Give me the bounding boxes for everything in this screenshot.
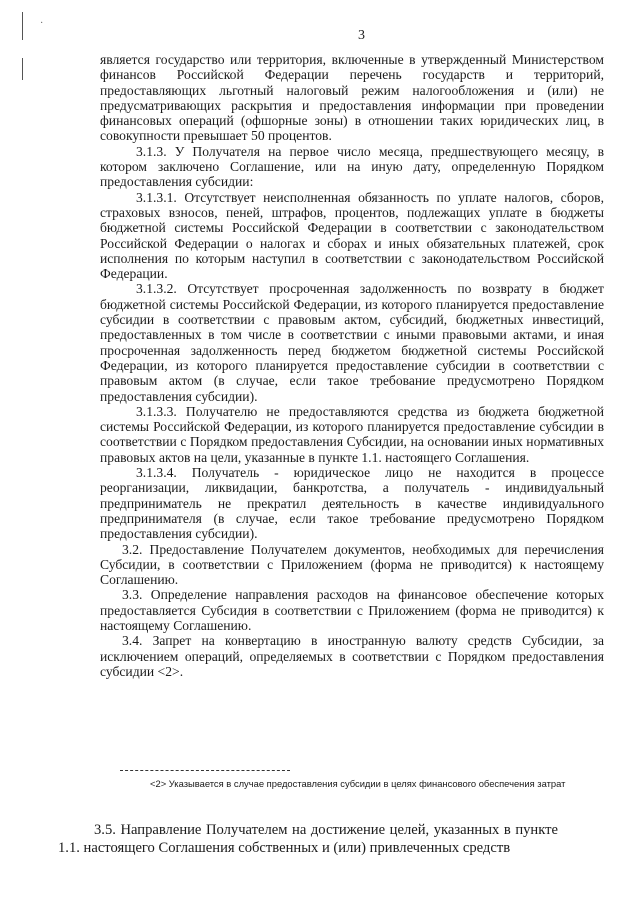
margin-line (22, 58, 23, 80)
paragraph-3-1-3-1: 3.1.3.1. Отсутствует неисполненная обязанность по уплате налогов, сборов, страховых взносов, пеней, штрафов, процентов, подлежащих уплате в бюджеты бюджетной системы Российской Федерации в соответствии с законодательством Российской Федерации о налогах и сборах и иных обязательных платежей, срок исполнения по которым наступил в соответствии с законодательством Российской Федерации. (100, 189, 604, 282)
paragraph-3-1-3-3: 3.1.3.3. Получателю не предоставляются средства из бюджета бюджетной системы Российской Федерации, из которого планируется предоставление субсидии в соответствии с Порядком предоставления Субсидии, на основании иных нормативных правовых актов на цели, указанные в пункте 1.1. настоящего Соглашения. (100, 403, 604, 465)
footnote-separator (120, 770, 290, 771)
page-number: 3 (358, 28, 365, 43)
paragraph-3-1-3-4: 3.1.3.4. Получатель - юридическое лицо не находится в процессе реорганизации, ликвидации, банкротства, а получатель - индивидуальный предприниматель не прекратил деятельность в качестве индивидуального предпринимателя (в случае, если такое требование предусмотрено Порядком предоставления субсидии). (100, 465, 604, 542)
margin-line (22, 12, 23, 40)
paragraph-3-1-3: 3.1.3. У Получателя на первое число месяца, предшествующего месяцу, в котором заключено Соглашение, или на иную дату, определенную Порядком предоставления субсидии: (100, 143, 604, 190)
paragraph-3-4: 3.4. Запрет на конвертацию в иностранную валюту средств Субсидии, за исключением операций, определяемых в соответствии с Порядком предоставления субсидии <2>. (100, 633, 604, 679)
paragraph-3-2: 3.2. Предоставление Получателем документов, необходимых для перечисления Субсидии, в соответствии с Приложением (форма не приводится) к настоящему Соглашению. (100, 541, 604, 588)
main-text (100, 52, 604, 679)
margin-dot: · (40, 18, 44, 29)
paragraph-3-5: 3.5. Направление Получателем на достижение целей, указанных в пункте 1.1. настоящего Соглашения собственных и (или) привлеченных средств (58, 822, 558, 856)
paragraph-3-3: 3.3. Определение направления расходов на финансовое обеспечение которых предоставляется Субсидия в соответствии с Приложением (форма не приводится) к настоящему Соглашению. (100, 587, 604, 633)
paragraph-3-1-3-2: 3.1.3.2. Отсутствует просроченная задолженность по возврату в бюджет бюджетной системы Российской Федерации, из которого планируется предоставление субсидии в соответствии с правовым актом, субсидий, бюджетных инвестиций, предоставленных в том числе в соответствии с иными правовыми актами, и иная просроченная задолженность перед бюджетом бюджетной системы Российской Федерации, из которого планируется предоставление субсидии в соответствии с правовым актом (в случае, если такое требование предусмотрено Порядком предоставления субсидии). (100, 281, 604, 404)
bottom-text (58, 822, 558, 857)
paragraph-offshore: является государство или территория, включенные в утвержденный Министерством финансов Российской Федерации перечень государств и территорий, предоставляющих льготный налоговый режим налогообложения и (или) не предусматривающих раскрытия и предоставления информации при проведении финансовых операций (офшорные зоны) в отношении таких юридических лиц, в совокупности превышает 50 процентов. (100, 52, 604, 144)
footnote: <2> Указывается в случае предоставления субсидии в целях финансового обеспечения затрат (150, 778, 566, 789)
